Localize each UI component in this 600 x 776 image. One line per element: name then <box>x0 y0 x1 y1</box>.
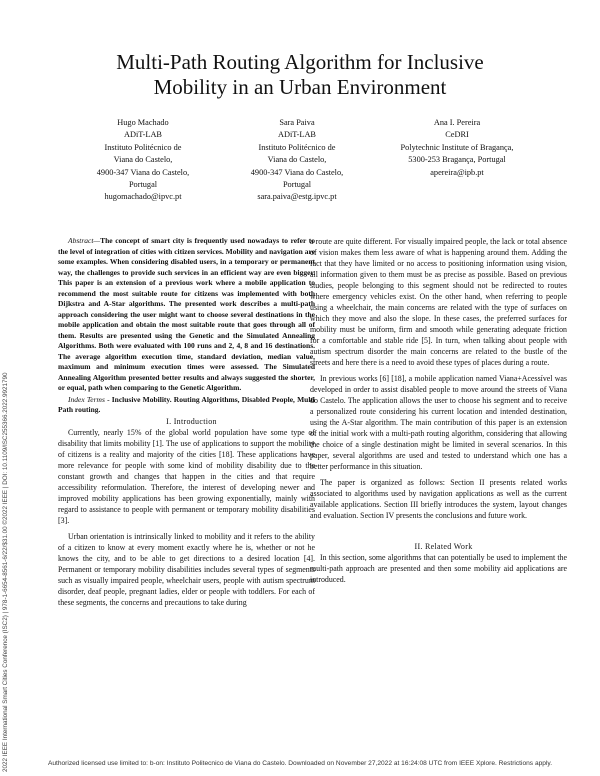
author-email: apereira@ipb.pt <box>430 167 484 177</box>
index-terms-label: Index Terms <box>68 394 105 404</box>
author-affiliation: Instituto Politécnico de <box>104 142 182 152</box>
author-address: 4900-347 Viana do Castelo, <box>96 167 190 177</box>
left-column <box>58 236 315 608</box>
author-email: sara.paiva@estg.ipvc.pt <box>257 192 337 202</box>
author-affiliation: ADiT-LAB <box>124 130 162 140</box>
author-block-3 <box>372 117 542 179</box>
author-address: 4900-347 Viana do Castelo, <box>250 167 344 177</box>
right-column <box>310 236 567 585</box>
author-affiliation: Viana do Castelo, <box>113 155 173 165</box>
intro-paragraph-5: The paper is organized as follows: Section II presents related works associated to algorithms used by navigation applications as well as the current available applications. Section III briefly introduces the system, layout changes and evaluation. Section IV presents the conclusions and future work. <box>310 478 567 520</box>
author-affiliation: Viana do Castelo, <box>267 155 327 165</box>
author-name: Sara Paiva <box>279 118 315 127</box>
author-address: 5300-253 Bragança, Portugal <box>408 155 506 165</box>
author-country: Portugal <box>128 180 158 190</box>
paper-title <box>40 50 560 100</box>
author-affiliation: ADiT-LAB <box>278 130 316 140</box>
author-name: Ana I. Pereira <box>433 118 481 127</box>
intro-paragraph-1: Currently, nearly 15% of the global world population have some type of disability that limits mobility [1]. The use of applications to support the mobility of citizens is a reality and majority of the cities [18]. These applications have more relevance for people with some kind of mobility disability due to the constant growth and changes that happen in the cities and that require accessibility reformulation. Therefore, the interest of developing newer and improved mobility applications has been growing exponentially, mainly with regard to assistance to people with permanent or temporary mobility disabilities [3]. <box>58 427 315 525</box>
abstract-text: The concept of smart city is frequently used nowadays to refer to the level of integration of cities with citizen services. Mobility and navigation are some examples. When considering disabled users, in a temporary or permanent way, the challenges to provide such services in an efficient way are even bigger. This paper is an extension of a previous work where a mobile application to recommend the most suitable route for citizens was implemented with both Dijkstra and A-Star algorithms. The presented work describes a multi-path approach considering the user might want to choose several destinations in the mobile application and obtain the most suitable route that goes through all of them. Results are presented using the Genetic and the Simulated Annealing Algorithms. Both were evaluated with 100 runs and 2, 4, 8 and 16 destinations. The average algorithm execution time, standard deviation, median value, maximum and minimum execution times were assessed. The Simulated Annealing Algorithm presented better results and always suggested the shorter, or equal, path when comparing to the Genetic Algorithm. <box>58 236 315 392</box>
author-affiliation: CeDRI <box>445 130 469 140</box>
author-block-1 <box>78 117 208 204</box>
author-name: Hugo Machado <box>117 118 169 127</box>
conference-sidebar: 2022 IEEE International Smart Cities Conference (ISC2) | 978-1-6654-8561-6/22/$31.00 ©2022 IEEE | DOI: 10.1109/ISC255366.2022.9921790 <box>2 372 9 772</box>
author-affiliation: Polytechnic Institute of Bragança, <box>400 142 514 152</box>
author-block-2 <box>232 117 362 204</box>
author-country: Portugal <box>282 180 312 190</box>
abstract <box>58 236 315 394</box>
license-footer: Authorized licensed use limited to: b-on: Instituto Politecnico de Viana do Castelo. Downloaded on November 27,2022 at 16:24:08 UTC from IEEE Xplore. Restrictions apply. <box>47 760 553 767</box>
intro-paragraph-3: a route are quite different. For visually impaired people, the lack or total absence of vision makes them less aware of what is happening around them. Adding the fact that they have limited or no access to positioning information using vision, all information given to them must be as precise as possible. Based on previous studies, people belonging to this segment should not be redirected to routes where emergency vehicles exist. On the other hand, when referring to people using a wheelchair, the main concerns are related with the type of surfaces on which they move and also the slope. In these cases, the preferred surfaces for mobility must be uniform, firm and smooth while generating adequate friction for a comfortable and stable ride [5]. In turn, when talking about people with autism spectrum disorder the main concerns are related to the bustle of the streets and here there is a need to avoid these types of places during a route. <box>310 237 567 367</box>
author-affiliation: Instituto Politécnico de <box>258 142 336 152</box>
related-work-heading: II. Related Work <box>414 542 473 551</box>
intro-paragraph-4: In previous works [6] [18], a mobile application named Viana+Acessível was developed in order to assist disabled people to move around the streets of Viana do Castelo. The application allows the user to choose his segment and to receive a personalized route considering his current location and intended destination, using the A-Star algorithm. The main contribution of this paper is an extension of the initial work with a multi-path routing algorithm, considering that allowing the choice of a single destination might be limited in several scenarios. In this paper, several algorithms are used and tested to understand which one has a better performance in this situation. <box>310 374 567 471</box>
title-line-1: Multi-Path Routing Algorithm for Inclusive <box>116 50 484 74</box>
introduction-heading: I. Introduction <box>166 416 217 426</box>
intro-paragraph-2: Urban orientation is intrinsically linked to mobility and it refers to the ability of a citizen to know at every moment exactly where he is, whether or not he knows the city, and to be able to get directions to a desired location [4]. Permanent or temporary mobility disabilities includes several types of segments such as visually impaired people, wheelchair users, people with autism spectrum disorder, deaf people, pregnant ladies, elder or people with toddlers. For each of these segments, the concerns and precautions to take during <box>58 531 315 607</box>
index-terms <box>58 395 315 416</box>
index-terms-text: - Inclusive Mobility. Routing Algorithms, Disabled People, Multi Path routing. <box>58 394 315 414</box>
author-email: hugomachado@ipvc.pt <box>104 192 182 202</box>
related-work-paragraph-1: In this section, some algorithms that can potentially be used to implement the multi-path approach are presented and then some mobility aid applications are introduced. <box>310 553 567 584</box>
abstract-label: Abstract— <box>68 236 101 245</box>
title-line-2: Mobility in an Urban Environment <box>153 75 447 99</box>
